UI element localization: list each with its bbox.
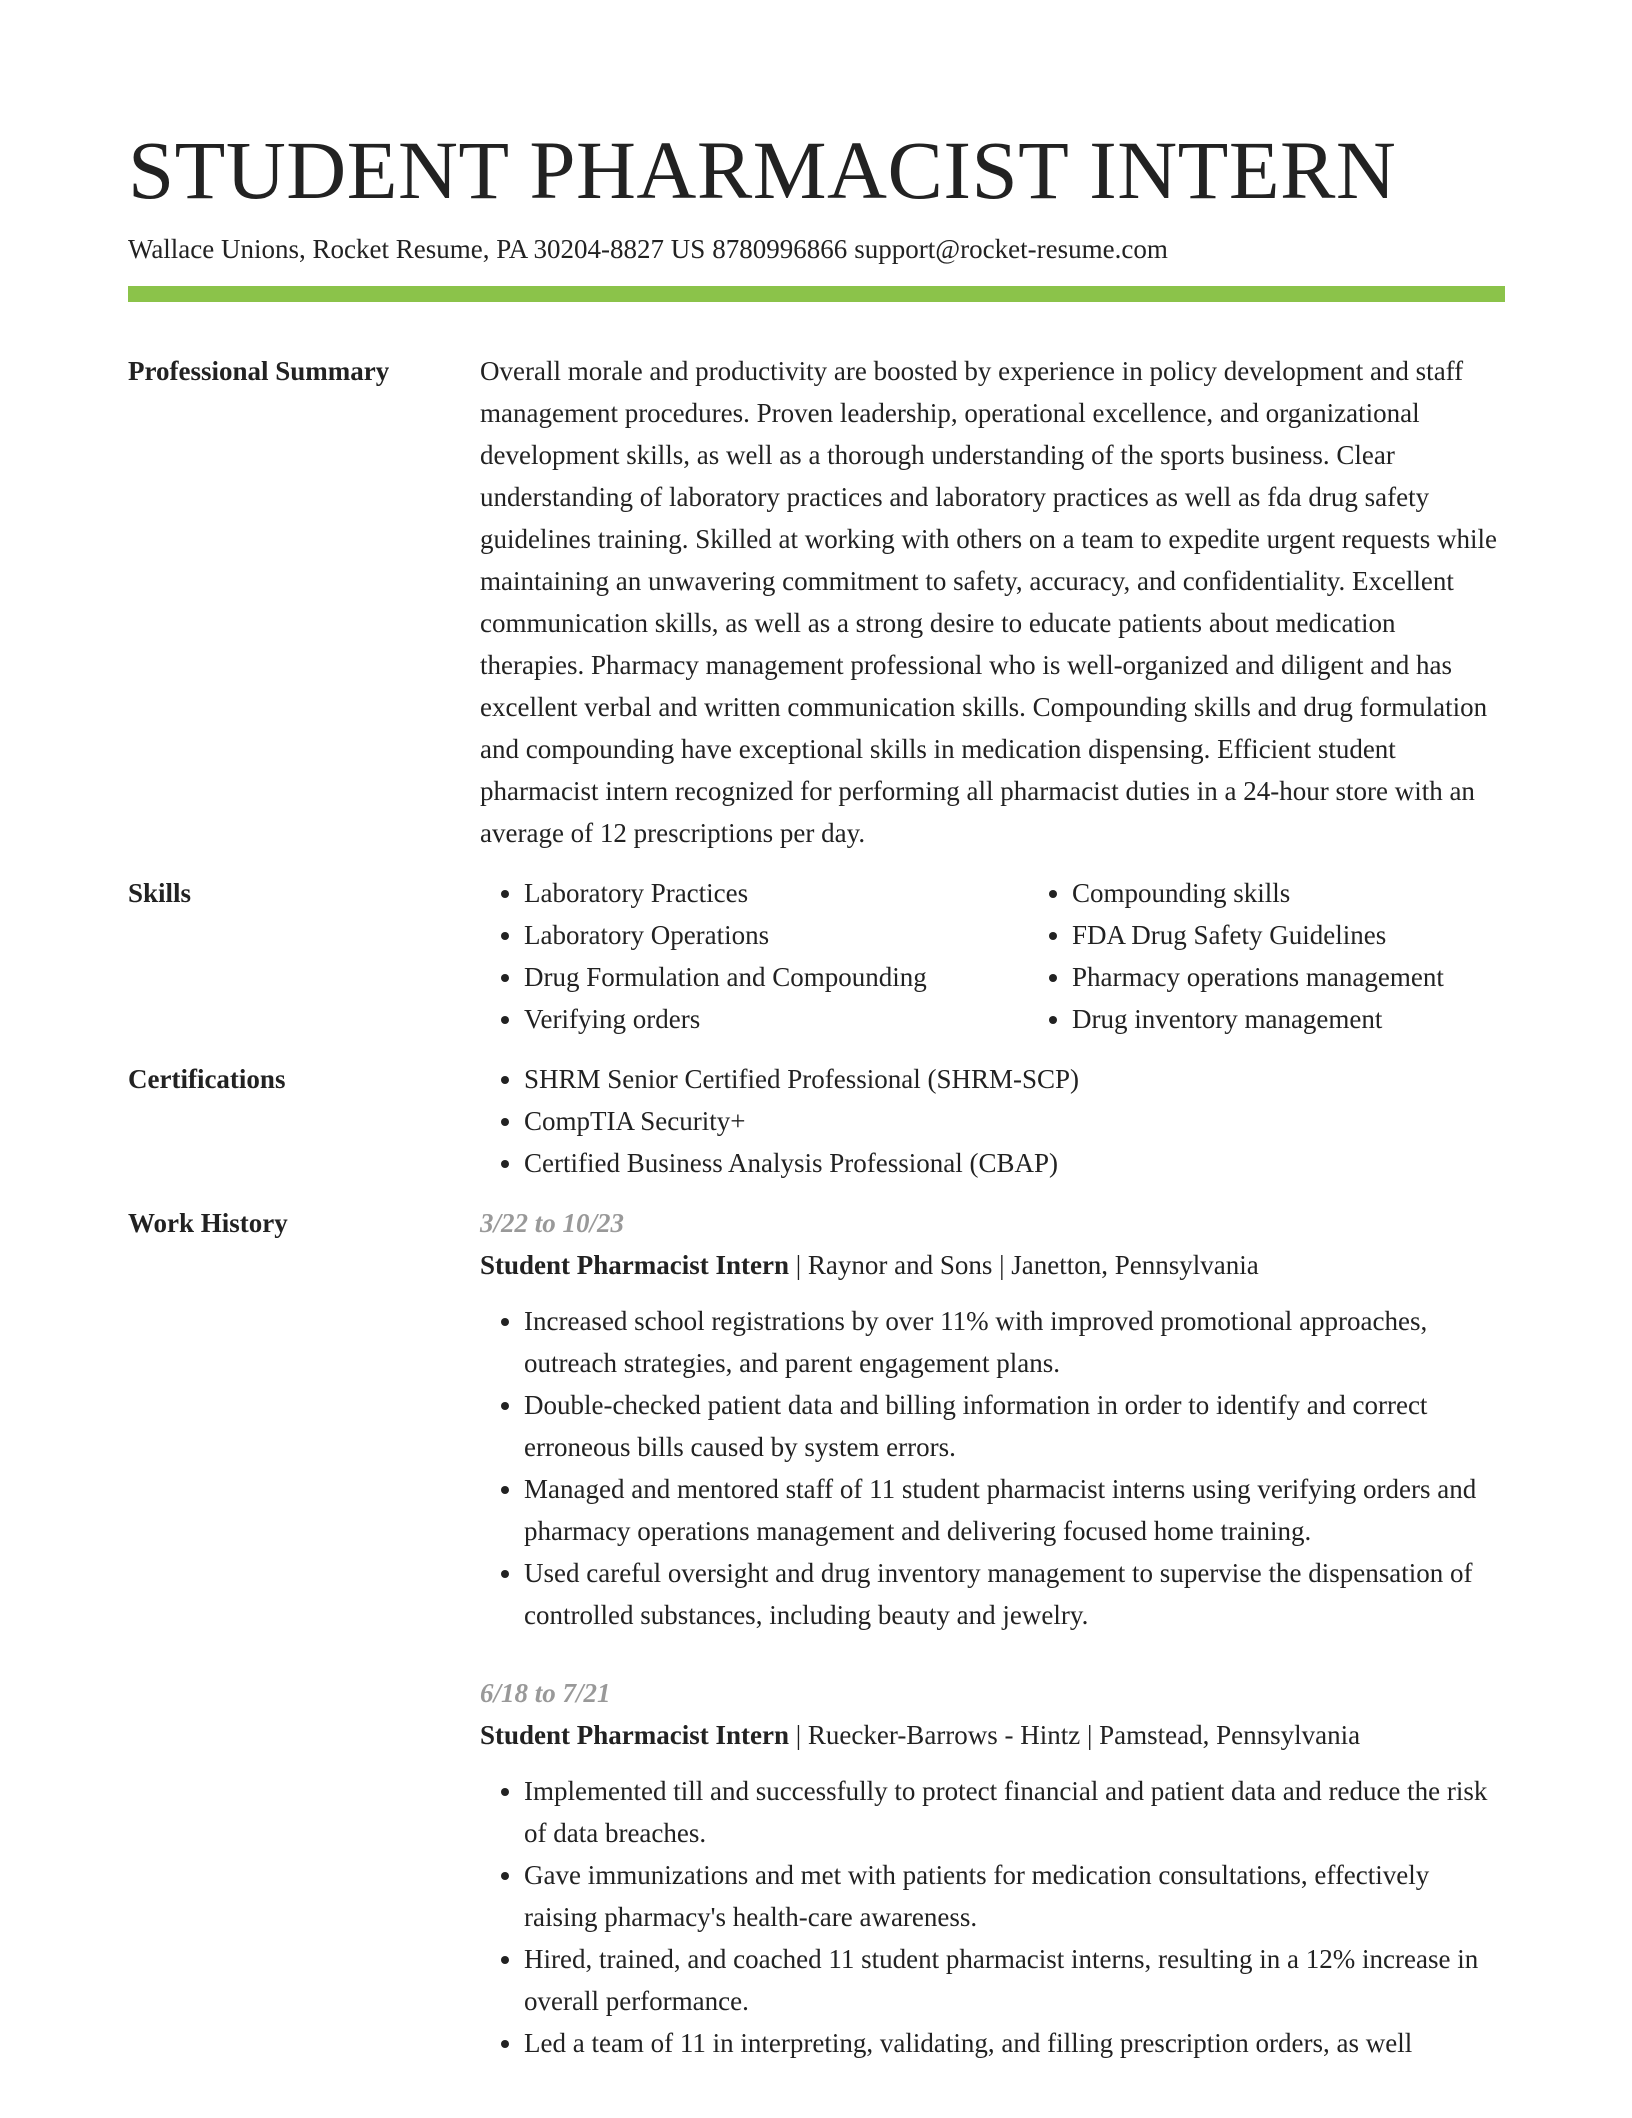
skill-item: • Drug inventory management [1072, 998, 1576, 1040]
job-title: Student Pharmacist Intern [480, 1250, 789, 1280]
section-work-history [128, 1202, 1505, 2100]
job-bullet: • Increased school registrations by over 11% with improved promotional approaches, outreach strategies, and parent engagement plans. [524, 1300, 1505, 1384]
certifications-list [480, 1058, 1505, 1184]
summary-paragraph: Overall morale and productivity are boosted by experience in policy development and staff management procedures. Proven leadership, operational excellence, and organizational development skills, as well as a thorough understanding of the sports business. Clear understanding of laboratory practices and laboratory practices as well as fda drug safety guidelines training. Skilled at working with others on a team to expedite urgent requests while maintaining an unwavering commitment to safety, accuracy, and confidentiality. Excellent communication skills, as well as a strong desire to educate patients about medication therapies. Pharmacy management professional who is well-organized and diligent and has excellent verbal and written communication skills. Compounding skills and drug formulation and compounding have exceptional skills in medication dispensing. Efficient student pharmacist intern recognized for performing all pharmacist duties in a 24-hour store with an average of 12 prescriptions per day. [480, 356, 1498, 848]
skills-columns [480, 872, 1576, 1040]
contact-line [128, 232, 1168, 266]
section-skills [128, 872, 1505, 1040]
job-bullet: • Managed and mentored staff of 11 student pharmacist interns using verifying orders and pharmacy operations management and delivering focused home training. [524, 1468, 1505, 1552]
skill-item: • Drug Formulation and Compounding [524, 956, 1028, 998]
section-summary [128, 350, 1505, 854]
job-bullet: • Gave immunizations and met with patients for medication consultations, effectively raising pharmacy's health-care awareness. [524, 1854, 1505, 1938]
resume-content [128, 350, 1505, 2118]
accent-divider [128, 286, 1505, 302]
certification-item: • CompTIA Security+ [524, 1100, 1505, 1142]
skill-item: • FDA Drug Safety Guidelines [1072, 914, 1576, 956]
skill-item: • Compounding skills [1072, 872, 1576, 914]
job-bullet: • Used careful oversight and drug inventory management to supervise the dispensation of controlled substances, including beauty and jewelry. [524, 1552, 1505, 1636]
job-heading [480, 1714, 1505, 1756]
job-bullet: • Hired, trained, and coached 11 student pharmacist interns, resulting in a 12% increase in overall performance. [524, 1938, 1505, 2022]
section-certifications [128, 1058, 1505, 1184]
skill-item: • Pharmacy operations management [1072, 956, 1576, 998]
job-bullets [480, 1770, 1505, 2064]
contact-address: Wallace Unions, Rocket Resume, PA 30204-8827 US [128, 234, 706, 264]
skill-item: • Laboratory Operations [524, 914, 1028, 956]
section-title-skills: Skills [128, 878, 192, 908]
contact-phone: 8780996866 [712, 234, 848, 264]
section-body-certifications [480, 1058, 1505, 1184]
section-title-work-history: Work History [128, 1208, 288, 1238]
job-bullet: • Implemented till and successfully to protect financial and patient data and reduce the risk of data breaches. [524, 1770, 1505, 1854]
job-details: | Ruecker-Barrows - Hintz | Pamstead, Pennsylvania [789, 1720, 1361, 1750]
section-body-work-history [480, 1202, 1505, 2100]
contact-email: support@rocket-resume.com [854, 234, 1168, 264]
certification-item: • Certified Business Analysis Professional (CBAP) [524, 1142, 1505, 1184]
section-title-summary: Professional Summary [128, 356, 390, 386]
job-dates: 3/22 to 10/23 [480, 1208, 625, 1238]
certification-item: • SHRM Senior Certified Professional (SHRM-SCP) [524, 1058, 1505, 1100]
skills-column-1 [480, 872, 1028, 1040]
job-bullets [480, 1300, 1505, 1636]
section-body-summary [480, 350, 1505, 854]
resume-name-heading: STUDENT PHARMACIST INTERN [128, 124, 1397, 216]
skill-item: • Laboratory Practices [524, 872, 1028, 914]
job-entry [480, 1672, 1505, 2064]
skill-item: • Verifying orders [524, 998, 1028, 1040]
job-heading [480, 1244, 1505, 1286]
job-dates: 6/18 to 7/21 [480, 1678, 611, 1708]
job-bullet: • Double-checked patient data and billing information in order to identify and correct erroneous bills caused by system errors. [524, 1384, 1505, 1468]
job-bullet: • Led a team of 11 in interpreting, validating, and filling prescription orders, as well [524, 2022, 1505, 2064]
job-details: | Raynor and Sons | Janetton, Pennsylvania [789, 1250, 1259, 1280]
job-entry [480, 1202, 1505, 1636]
job-title: Student Pharmacist Intern [480, 1720, 789, 1750]
section-title-certifications: Certifications [128, 1064, 286, 1094]
skills-column-2 [1028, 872, 1576, 1040]
